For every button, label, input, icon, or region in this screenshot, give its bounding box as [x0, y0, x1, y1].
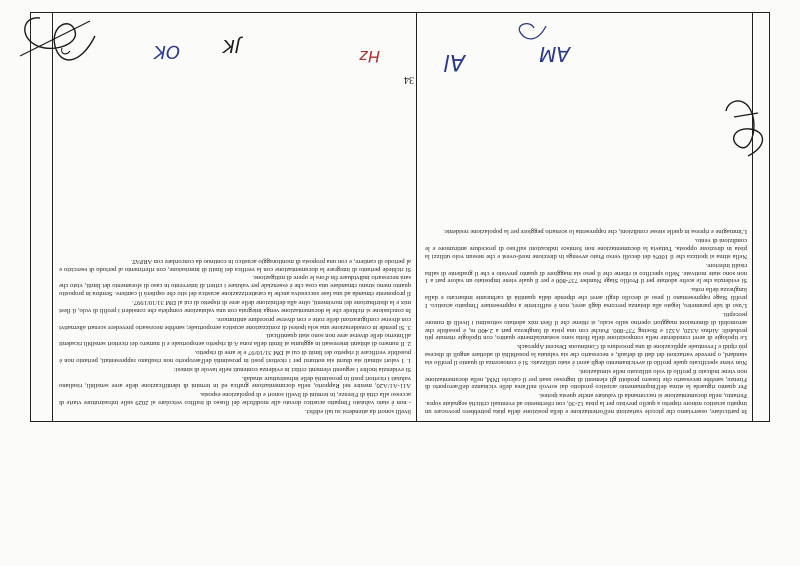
paragraph: Per quanto riguarda la stima dell'inquinamento acustico prodotto dai sorvoli nell'area delle vicinanze dell'aeroporto di Firenze, sarebbe necessario che fossero prodotti gli elementi di ingresso usati per il calcolo INM, nella documentazione non viene indicato il profilo di volo utilizzato nelle simulazioni. — [425, 367, 747, 391]
left-text-column — [425, 19, 747, 415]
handwritten-initials: Hz — [359, 47, 380, 66]
paragraph: In conclusione si richiede che la documentazione venga integrata con una valutazione completa che consideri i profili di volo, il fleet mix e la distribuzione dei movimenti, oltre alla definizione delle aree di rispetto di cui al DM 31/10/1997. — [59, 299, 411, 314]
table-column-divider — [416, 13, 417, 421]
right-text-column — [59, 19, 411, 415]
paragraph: 2. Il numero di abitanti interessati in aggiunta ai limiti della zona A di rispetto aeroportuale e il numero dei ricettori sensibili ricadenti all'interno delle diverse aree non sono stati quantificati. — [59, 332, 411, 348]
paragraph: Si evidenzia inoltre i seguenti elementi critici in evidenza contenuti nelle tavole di sintesi: — [173, 365, 411, 373]
handwritten-initials: Al — [443, 49, 465, 74]
handwritten-initials: AM — [539, 42, 570, 66]
paragraph: Si richiede pertanto di integrare la documentazione con la verifica dei limiti di immissione, con riferimento al periodo di esercizio e al periodo di cantiere, e con una proposta di monitoraggio acustico in continuo da concordare con ARPAT. — [59, 257, 411, 273]
paragraph: Il proponente rimanda ad una fase successiva anche la caratterizzazione acustica del sito che ospiterà il cantiere. Sembra in proposito quanto meno strano rimandare una cosa che è essenziale per valutare i criteri di intervento in caso di sforamento dei limiti, visto che sarà necessario individuare fin d'ora le opere di mitigazione. — [59, 274, 411, 298]
paragraph: Non viene specificato quale profilo di avvicinamento degli aerei è stato utilizzato. Si è conoscenza di quanto il profilo sia standard, o prevede variazioni dei dati di default, e necessario che sia valutata la possibilità di adottare angoli di discesa più ripidi e l'eventuale applicazione di una procedura di Continuous Descent Approach. — [425, 343, 747, 366]
paragraph: A11-A1/A20, mentre nel Rapporto, nella documentazione grafica ed in termini di identificazione delle aree sensibili, risultano valutati i ricettori posti in prossimità delle infrastrutture stradali. — [59, 374, 411, 390]
paragraph: livelli sonori da attendersi su tali edifici. — [304, 408, 411, 415]
signature-scribble-right — [10, 6, 100, 76]
handwritten-initials: OK — [154, 41, 180, 62]
paragraph: 1. I valori stimati sia diurni sia notturni per i ricettori posti in prossimità dell'aeroporto non risultano rappresentati, pertanto non è possibile verificare il rispetto dei limiti di cui al DM 31/10/97 e le aree di rispetto. — [59, 349, 411, 364]
paragraph: - non è stato valutato l'impatto acustico dovuto alle modifiche del flusso di traffico veicolare al 2029 sulle infrastrutture viarie di accesso alla città di Firenze, in termini di livelli sonori e di popolazione esposta. — [59, 391, 411, 407]
text-table — [30, 12, 770, 422]
signature-scribble-left — [718, 91, 778, 161]
paragraph: L'uso di tale parametro, legato alla distanza percorsa dagli aerei, non è sufficiente a rappresentare l'impatto acustico. I profili Stage rappresentano il peso al decollo degli aerei che dipende dalla quantità di carburante imbarcato e dalla lunghezza della rotta. — [425, 286, 747, 310]
paragraph: Si evidenzia che le scelte adottate per il Profilo Stage Number 737-800 e per il quale viene impostato un valore pari a 1 non sono state motivate. Nello specifico si ritiene che il peso sia maggiore di quanto previsto e che il gradiente di salita risulti inferiore. — [425, 261, 747, 285]
page-number: 34 — [404, 74, 414, 85]
handwritten-initials: JK — [222, 35, 240, 56]
table-left-margin-rule — [752, 13, 753, 421]
paragraph: 3. Si prende in considerazione una sola ipotesi di zonizzazione acustica aeroportuale; sarebbe necessario prevedere scenari alternativi con diverse configurazioni delle rotte e con diverse procedure antirumore. — [59, 315, 411, 331]
scribble-mark — [510, 16, 550, 46]
paragraph: L'immagine e ripresa in quelle stesse condizioni, che rappresenta lo scenario peggiore per la popolazione residente. — [443, 228, 747, 236]
paragraph: Nella stima si ipotizza che il 100% dei decolli verso Prato avvenga in direzione nord-ovest e che nessun volo utilizzi la pista in direzione opposta. Tuttavia la documentazione non fornisce indicazioni sull'uso di procedure antirumore e le condizioni di vento. — [425, 237, 747, 260]
paragraph: In particolare, osserviamo che piccole variazioni nell'orientazione e della posizione della pista potrebbero provocare un impatto acustico minore rispetto a quello previsto per la pista 12-30, con riferimento ad eventuali criticità segnalate sopra. Pertanto, nella documentazione si raccomanda di valutare anche questa ipotesi. — [425, 392, 747, 415]
paragraph: Le tipologie di aerei considerate nella composizione della flotta sono sostanzialmente quattro, con tipologie ritenute più probabili: Airbus A320, A321 e Boeing 737-800. Poiché con una pista di lunghezza pari a 2.400 m, è possibile che aeromobili di dimensioni maggiori operino sullo scalo, si ritiene che il fleet mix adottato sottostimi i livelli di rumore percepiti. — [425, 310, 747, 342]
